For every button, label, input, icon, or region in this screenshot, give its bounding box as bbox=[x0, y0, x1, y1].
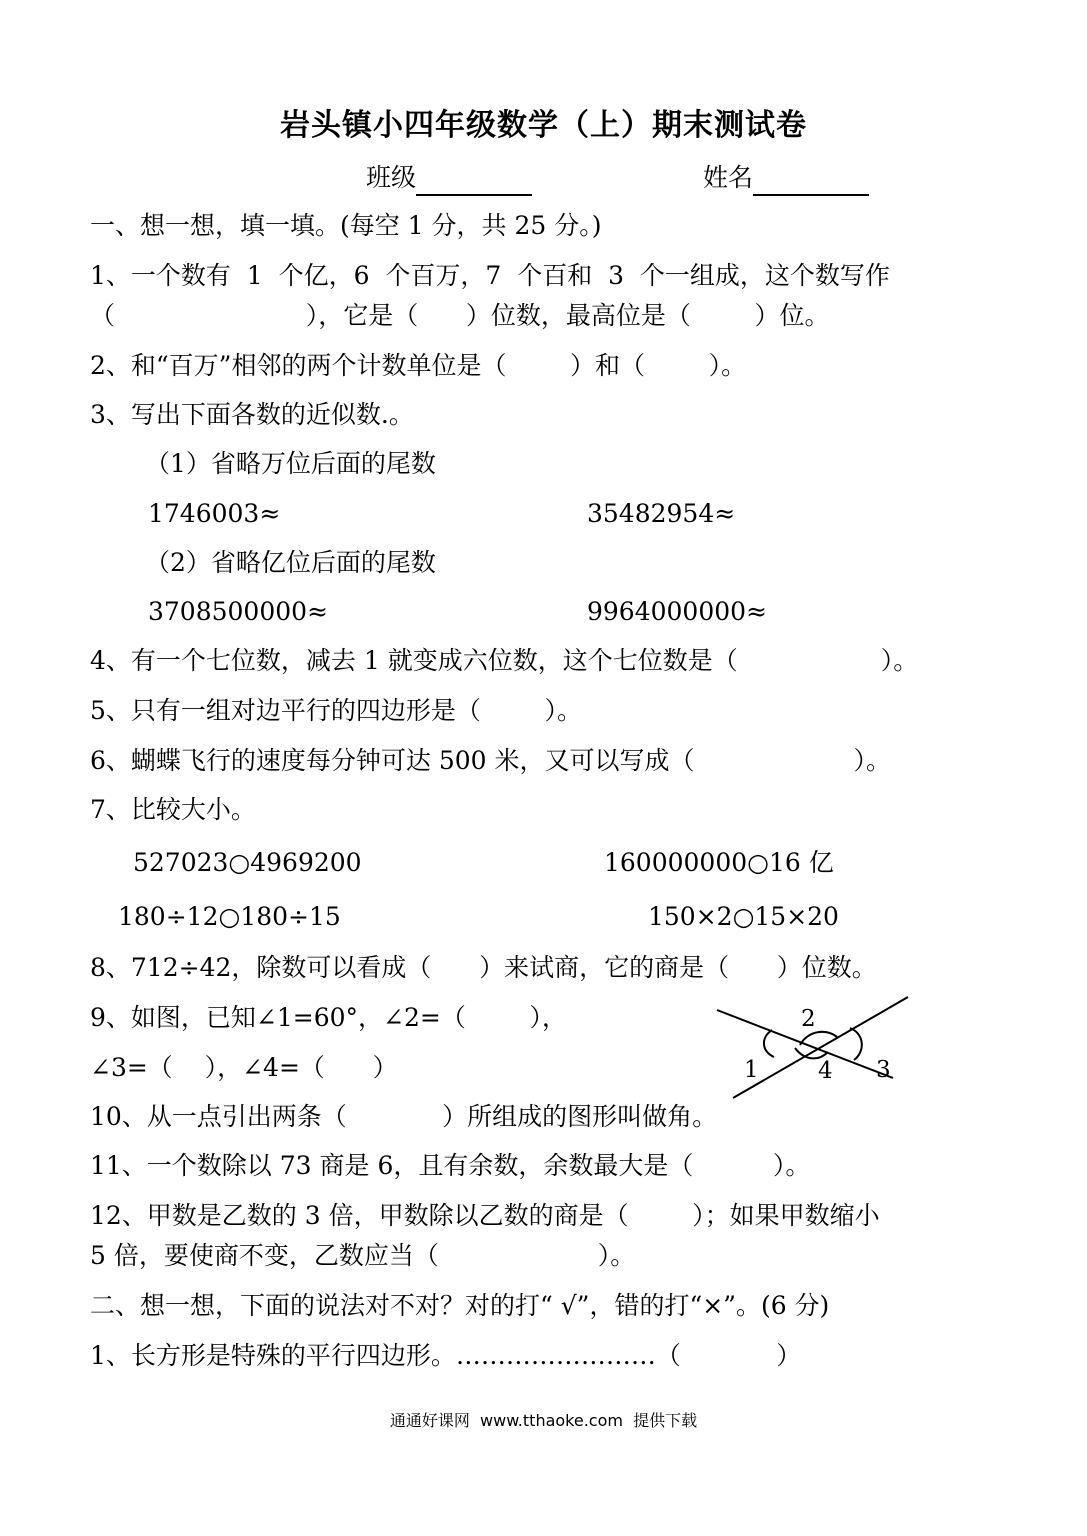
question-3-item-c: 3708500000≈ bbox=[148, 597, 329, 626]
angle-2-label: 2 bbox=[801, 1006, 816, 1032]
question-4: 4、有一个七位数，减去 1 就变成六位数，这个七位数是（ ）。 bbox=[90, 646, 919, 675]
section2-question-1: 1、长方形是特殊的平行四边形。……………………（ ） bbox=[90, 1341, 802, 1370]
question-7-item-a: 527023○4969200 bbox=[133, 848, 362, 877]
question-3-sub2: （2）省略亿位后面的尾数 bbox=[145, 548, 436, 577]
question-7: 7、比较大小。 bbox=[90, 795, 256, 824]
question-7-item-d: 150×2○15×20 bbox=[648, 902, 839, 931]
question-10: 10、从一点引出两条（ ）所组成的图形叫做角。 bbox=[90, 1102, 718, 1131]
class-label: 班级 bbox=[366, 163, 417, 192]
question-3-sub1: （1）省略万位后面的尾数 bbox=[145, 449, 436, 478]
question-3-item-a: 1746003≈ bbox=[148, 499, 281, 528]
question-3-item-d: 9964000000≈ bbox=[587, 597, 768, 626]
angle-1-arc bbox=[764, 1030, 774, 1057]
angle-diagram bbox=[700, 990, 930, 1105]
name-label: 姓名 bbox=[703, 163, 754, 192]
question-12-line2: 5 倍，要使商不变，乙数应当（ ）。 bbox=[90, 1241, 636, 1270]
question-1-line1: 1、一个数有 1 个亿，6 个百万，7 个百和 3 个一组成，这个数写作 bbox=[90, 261, 890, 290]
section1-heading: 一、想一想，填一填。(每空 1 分，共 25 分。) bbox=[90, 211, 602, 240]
name-blank bbox=[753, 166, 869, 196]
question-11: 11、一个数除以 73 商是 6，且有余数，余数最大是（ ）。 bbox=[90, 1151, 811, 1180]
question-3: 3、写出下面各数的近似数.。 bbox=[90, 400, 414, 429]
page-title: 岩头镇小四年级数学（上）期末测试卷 bbox=[280, 108, 807, 143]
question-12-line1: 12、甲数是乙数的 3 倍，甲数除以乙数的商是（ ）；如果甲数缩小 bbox=[90, 1201, 880, 1230]
question-5: 5、只有一组对边平行的四边形是（ ）。 bbox=[90, 696, 582, 725]
name-field bbox=[703, 160, 869, 196]
question-1-line2: （ ），它是（ ）位数，最高位是（ ）位。 bbox=[90, 301, 830, 330]
question-3-item-b: 35482954≈ bbox=[587, 499, 736, 528]
question-7-item-c: 180÷12○180÷15 bbox=[118, 902, 341, 931]
question-8: 8、712÷42，除数可以看成（ ）来试商，它的商是（ ）位数。 bbox=[90, 953, 877, 982]
class-blank bbox=[416, 166, 532, 196]
question-9-line2: ∠3=（ ），∠4=（ ） bbox=[90, 1053, 398, 1082]
angle-4-label: 4 bbox=[818, 1058, 833, 1084]
class-field bbox=[366, 160, 532, 196]
angle-3-arc bbox=[850, 1028, 862, 1060]
angle-1-label: 1 bbox=[744, 1057, 759, 1083]
question-9-line1: 9、如图，已知∠1=60°，∠2=（ ）， bbox=[90, 1003, 567, 1032]
section2-heading: 二、想一想，下面的说法对不对？对的打“ √”，错的打“×”。(6 分) bbox=[90, 1291, 830, 1320]
angle-3-label: 3 bbox=[876, 1057, 891, 1083]
question-6: 6、蝴蝶飞行的速度每分钟可达 500 米，又可以写成（ ）。 bbox=[90, 746, 891, 775]
angle-2-arc bbox=[800, 1032, 838, 1045]
question-2: 2、和“百万”相邻的两个计数单位是（ ）和（ ）。 bbox=[90, 351, 747, 380]
footer-credit: 通通好课网 www.tthaoke.com 提供下载 bbox=[389, 1411, 698, 1430]
question-7-item-b: 160000000○16 亿 bbox=[604, 848, 834, 877]
